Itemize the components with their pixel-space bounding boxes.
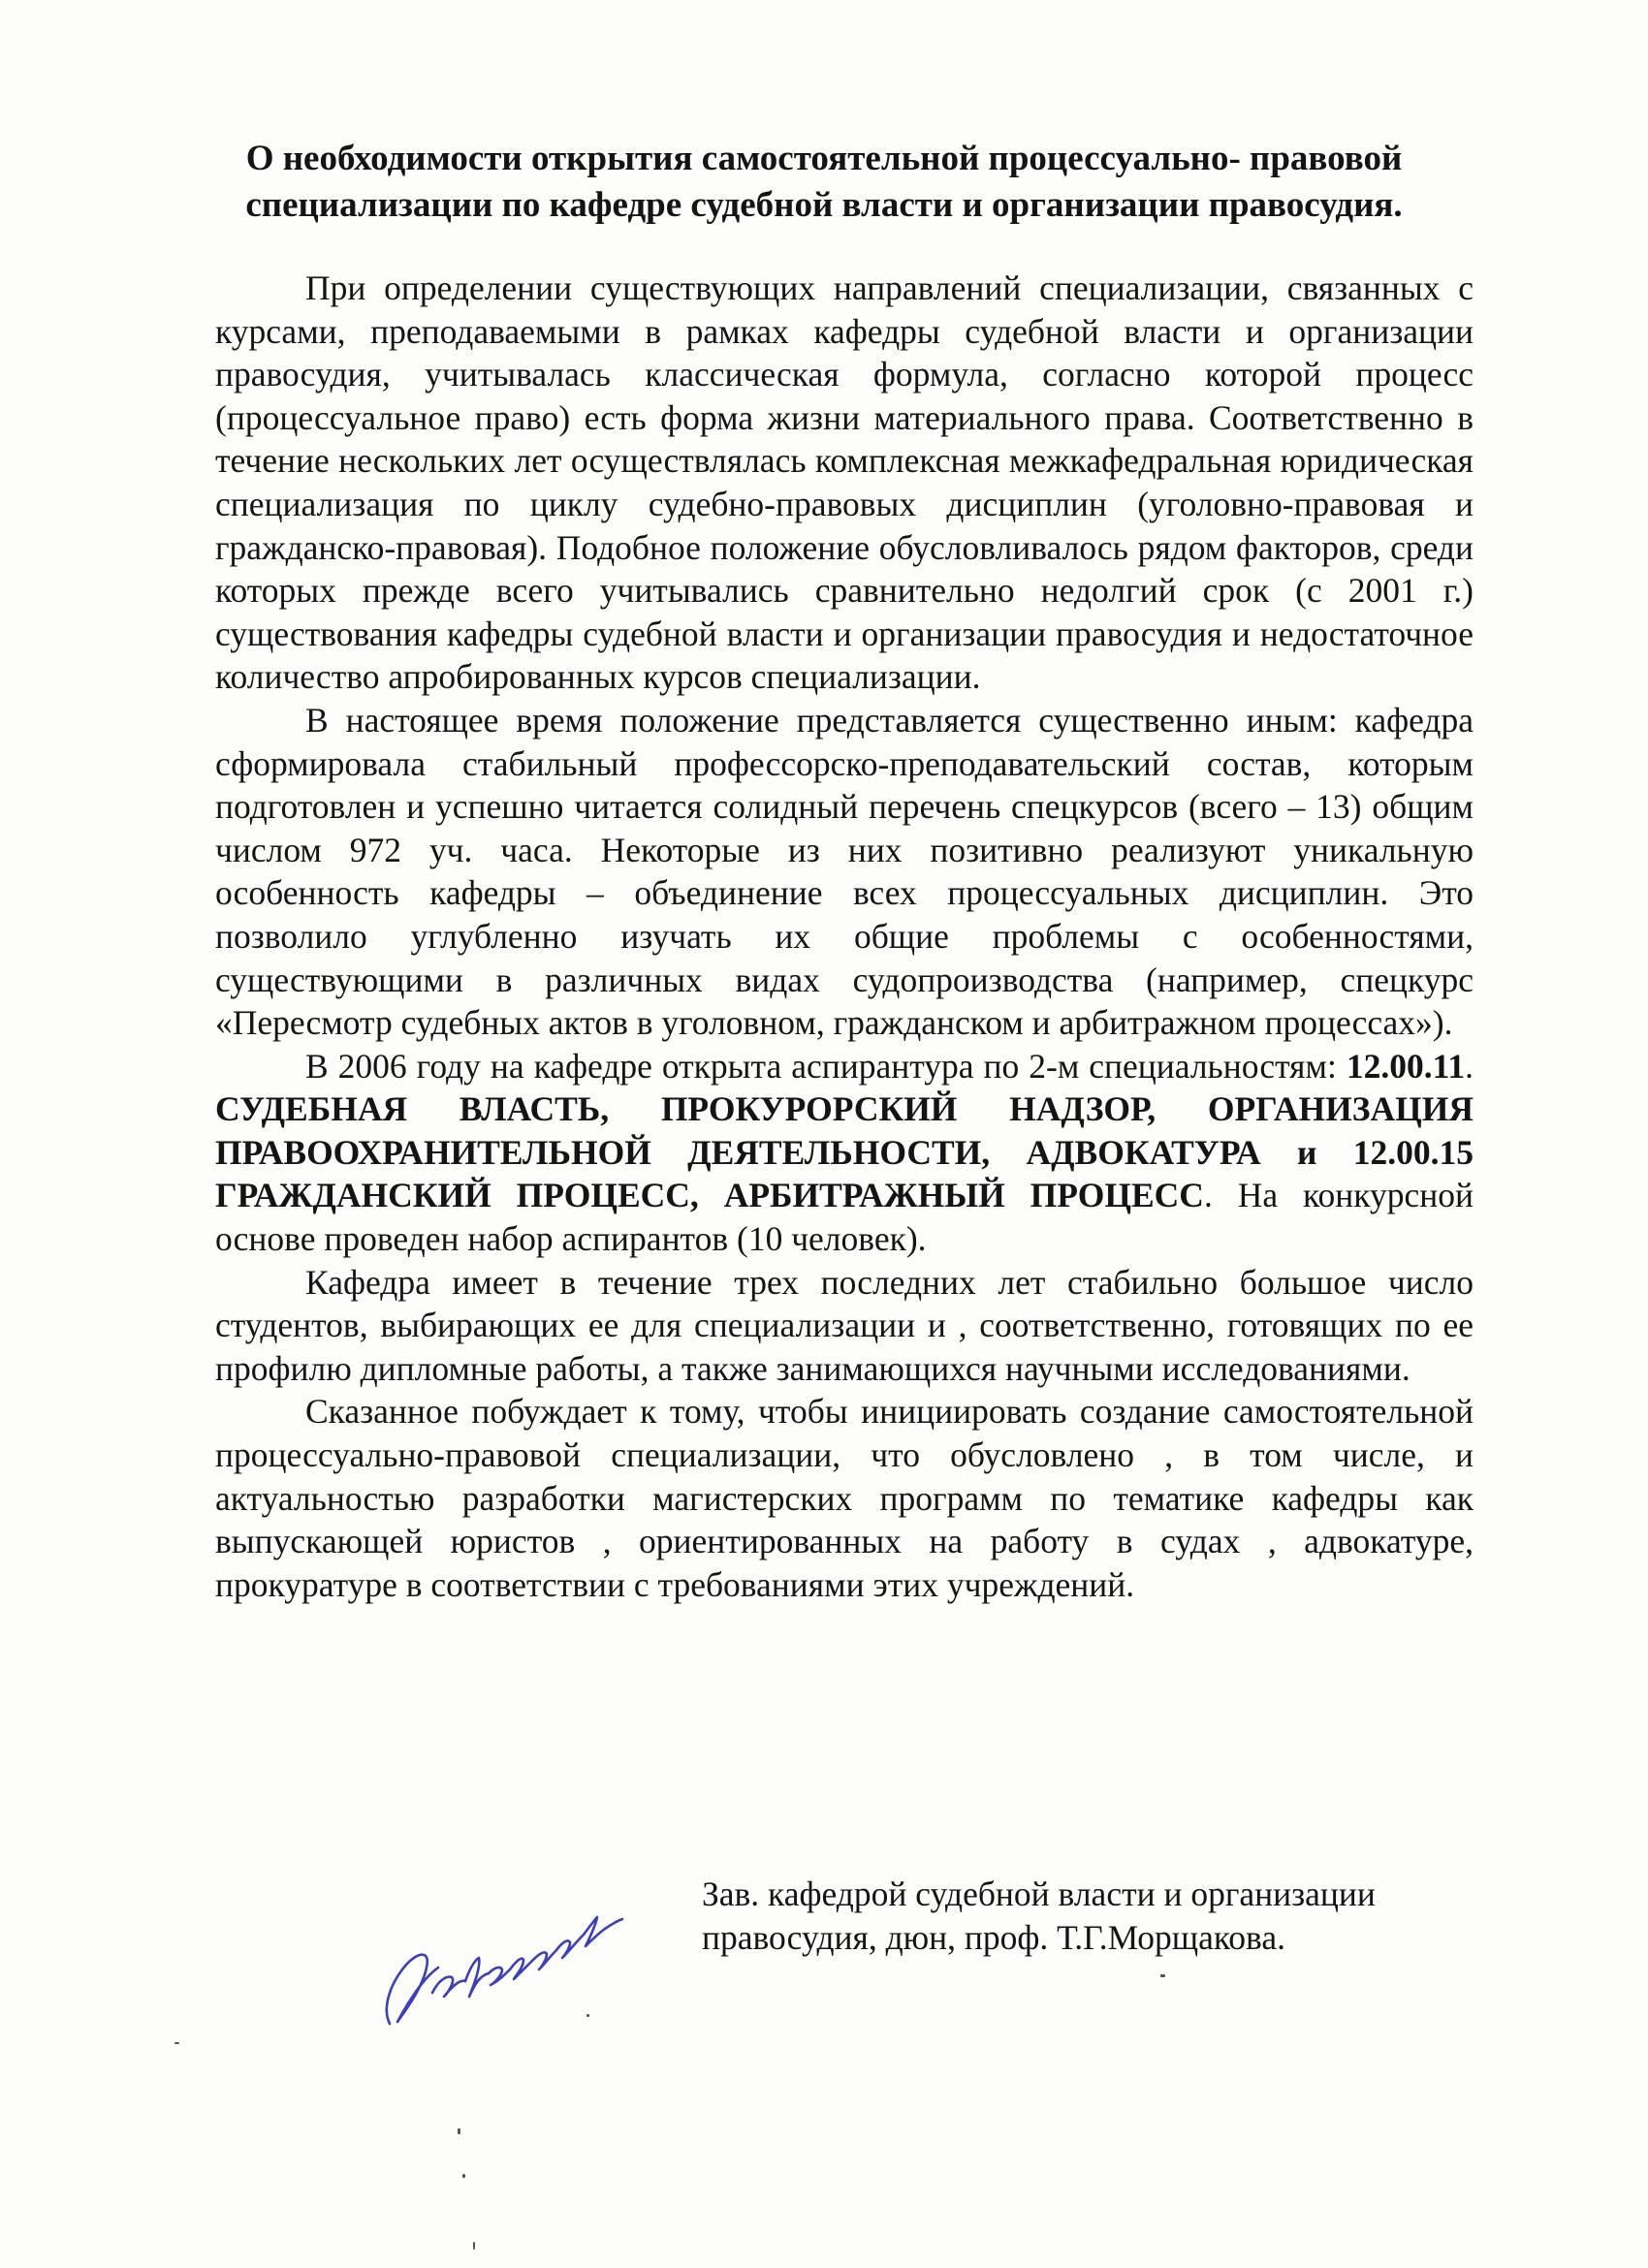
paragraph-2: В настоящее время положение представляется существенно иным: кафедра сформировала стабильный профессорско-преподавательский состав, которым подготовлен и успешно читается солидный перечень спецкурсов (всего – 13) общим числом 972 уч. часа. Некоторые из них позитивно реализуют уникальную особенность кафедры – объединение всех процессуальных дисциплин. Это позволило углубленно изучать их общие проблемы с особенностями, существующими в различных видах судопроизводства (например, спецкурс «Пересмотр судебных актов в уголовном, гражданском и арбитражном процессах»). [215,700,1474,1043]
specialties-list: СУДЕБНАЯ ВЛАСТЬ, ПРОКУРОРСКИЙ НАДЗОР, ОРГАНИЗАЦИЯ ПРАВООХРАНИТЕЛЬНОЙ ДЕЯТЕЛЬНОСТИ, АДВОКАТУРА и 12.00.15 ГРАЖДАНСКИЙ ПРОЦЕСС, АРБИТРАЖНЫЙ ПРОЦЕСС [215,1089,1474,1215]
signature-title-line-1: Зав. кафедрой судебной власти и организации [702,1874,1376,1913]
paragraph-3-dot: . [1465,1046,1474,1086]
scan-speck [586,2014,589,2017]
handwritten-signature [368,1900,640,2035]
scan-speck [174,2042,179,2044]
signature-title-line-2: правосудия, дюн, проф. Т.Г.Морщакова. [702,1917,1285,1957]
scan-speck [462,2174,465,2178]
scan-speck [473,2242,475,2250]
paragraph-3-tail: . На конкурсной основе проведен набор аспирантов (10 человек). [215,1176,1474,1259]
paragraph-3-intro: В 2006 году на кафедре открыта аспирантура по 2-м специальностям: [305,1046,1337,1086]
document-body [215,267,1474,1606]
paragraph-4: Кафедра имеет в течение трех последних лет стабильно большое число студентов, выбирающих ее для специализации и , соответственно, готовящих по ее профилю дипломные работы, а также занимающихся научными исследованиями. [215,1262,1474,1388]
specialty-code-1: 12.00.11 [1346,1046,1466,1086]
paragraph-3 [215,1045,1474,1261]
signature-block [702,1873,1477,1959]
paragraph-5: Сказанное побуждает к тому, чтобы инициировать создание самостоятельной процессуально-правовой специализации, что обусловлено , в том числе, и актуальностью разработки магистерских программ по тематике кафедры как выпускающей юристов , ориентированных на работу в судах , адвокатуре, прокуратуре в соответствии с требованиями этих учреждений. [215,1392,1474,1604]
title-line-1: О необходимости открытия самостоятельной процессуально- правовой [245,139,1403,178]
document-title [194,136,1454,229]
title-line-2: специализации по кафедре судебной власти и организации правосудия. [245,185,1403,225]
scan-speck [458,2128,460,2134]
paragraph-1: При определении существующих направлений специализации, связанных с курсами, преподаваемыми в рамках кафедры судебной власти и организации правосудия, учитывалась классическая формула, согласно которой процесс (процессуальное право) есть форма жизни материального права. Соответственно в течение нескольких лет осуществлялась комплексная межкафедральная юридическая специализация по циклу судебно-правовых дисциплин (уголовно-правовая и гражданско-правовая). Подобное положение обусловливалось рядом факторов, среди которых прежде всего учитывались сравнительно недолгий срок (с 2001 г.) существования кафедры судебной власти и организации правосудия и недостаточное количество апробированных курсов специализации. [215,268,1474,697]
scan-speck [1160,1974,1165,1977]
